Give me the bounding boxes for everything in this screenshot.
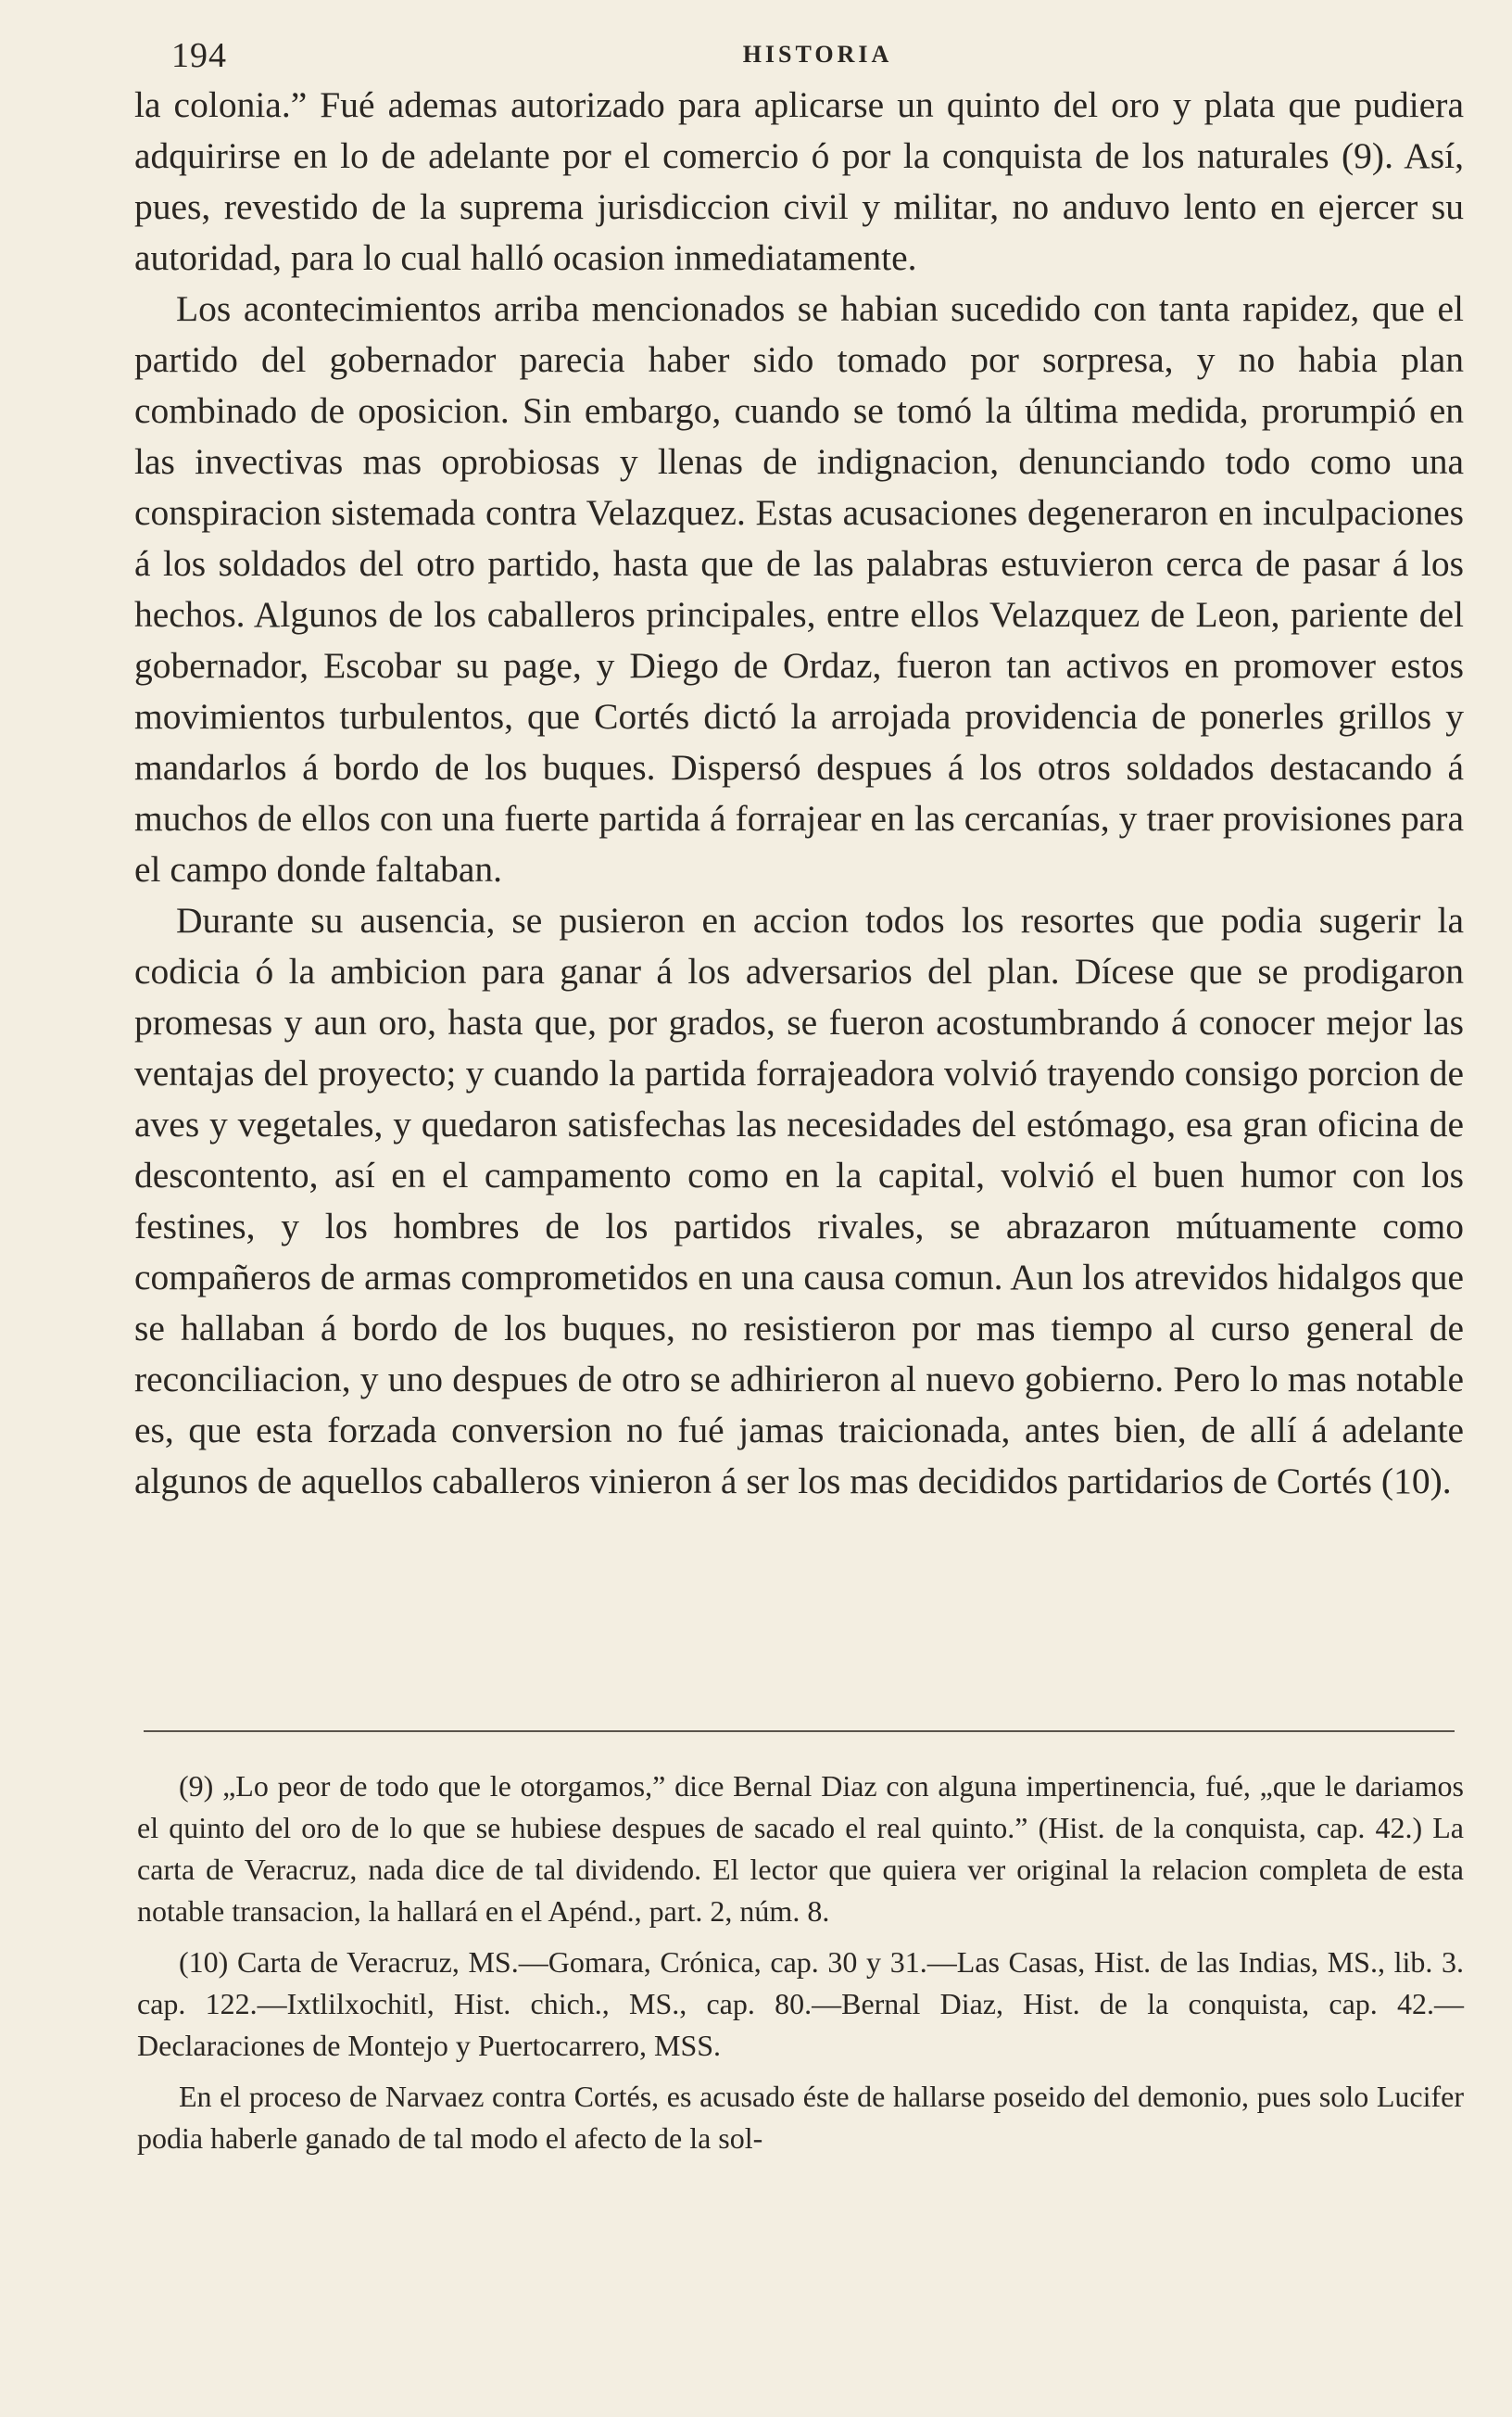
footnote: En el proceso de Narvaez contra Cortés, es acusado éste de hallarse poseido del demonio, pues solo Lucifer podia haberle ganado de tal modo el afecto de la sol- — [137, 2080, 1464, 2155]
footnote-divider — [144, 1730, 1455, 1732]
page-number: 194 — [171, 36, 227, 75]
footnotes — [137, 1765, 1464, 2169]
footnote: (10) Carta de Veracruz, MS.—Gomara, Crónica, cap. 30 y 31.—Las Casas, Hist. de las Indias, MS., lib. 3. cap. 122.—Ixtlilxochitl, Hist. chich., MS., cap. 80.—Bernal Diaz, Hist. de la conquista, cap. 42.—Declaraciones de Montejo y Puertocarrero, MSS. — [137, 1945, 1464, 2062]
paragraph: Los acontecimientos arriba mencionados se habian sucedido con tanta rapidez, que el partido del gobernador parecia haber sido tomado por sorpresa, y no habia plan combinado de oposicion. Sin embargo, cuando se tomó la última medida, prorumpió en las invectivas mas oprobiosas y llenas de indignacion, denunciando todo como una conspiracion sistemada contra Velazquez. Estas acusaciones degeneraron en inculpaciones á los soldados del otro partido, hasta que de las palabras estuvieron cerca de pasar á los hechos. Algunos de los caballeros principales, entre ellos Velazquez de Leon, pariente del gobernador, Escobar su page, y Diego de Ordaz, fueron tan activos en promover estos movimientos turbulentos, que Cortés dictó la arrojada providencia de ponerles grillos y mandarlos á bordo de los buques. Dispersó despues á los otros soldados destacando á muchos de ellos con una fuerte partida á forrajear en las cercanías, y traer provisiones para el campo donde faltaban. — [134, 288, 1464, 890]
footnote: (9) „Lo peor de todo que le otorgamos,” dice Bernal Diaz con alguna impertinencia, fué, „que le dariamos el quinto del oro de lo que se hubiese despues de sacado el real quinto.” (Hist. de la conquista, cap. 42.) La carta de Veracruz, nada dice de tal dividendo. El lector que quiera ver original la relacion completa de esta notable transacion, la hallará en el Apénd., part. 2, núm. 8. — [137, 1769, 1464, 1928]
running-title: HISTORIA — [742, 41, 893, 68]
paragraph: la colonia.” Fué ademas autorizado para aplicarse un quinto del oro y plata que pudiera adquirirse en lo de adelante por el comercio ó por la conquista de los naturales (9). Así, pues, revestido de la suprema jurisdiccion civil y militar, no anduvo lento en ejercer su autoridad, para lo cual halló ocasion inmediatamente. — [134, 84, 1464, 278]
paragraph: Durante su ausencia, se pusieron en accion todos los resortes que podia sugerir la codicia ó la ambicion para ganar á los adversarios del plan. Dícese que se prodigaron promesas y aun oro, hasta que, por grados, se fueron acostumbrando á conocer mejor las ventajas del proyecto; y cuando la partida forrajeadora volvió trayendo consigo porcion de aves y vegetales, y quedaron satisfechas las necesidades del estómago, esa gran oficina de descontento, así en el campamento como en la capital, volvió el buen humor con los festines, y los hombres de los partidos rivales, se abrazaron mútuamente como compañeros de armas comprometidos en una causa comun. Aun los atrevidos hidalgos que se hallaban á bordo de los buques, no resistieron por mas tiempo al curso general de reconciliacion, y uno despues de otro se adhirieron al nuevo gobierno. Pero lo mas notable es, que esta forzada conversion no fué jamas traicionada, antes bien, de allí á adelante algunos de aquellos caballeros vinieron á ser los mas decididos partidarios de Cortés (10). — [134, 900, 1464, 1501]
page-header — [171, 35, 1464, 82]
main-text — [134, 80, 1464, 1507]
